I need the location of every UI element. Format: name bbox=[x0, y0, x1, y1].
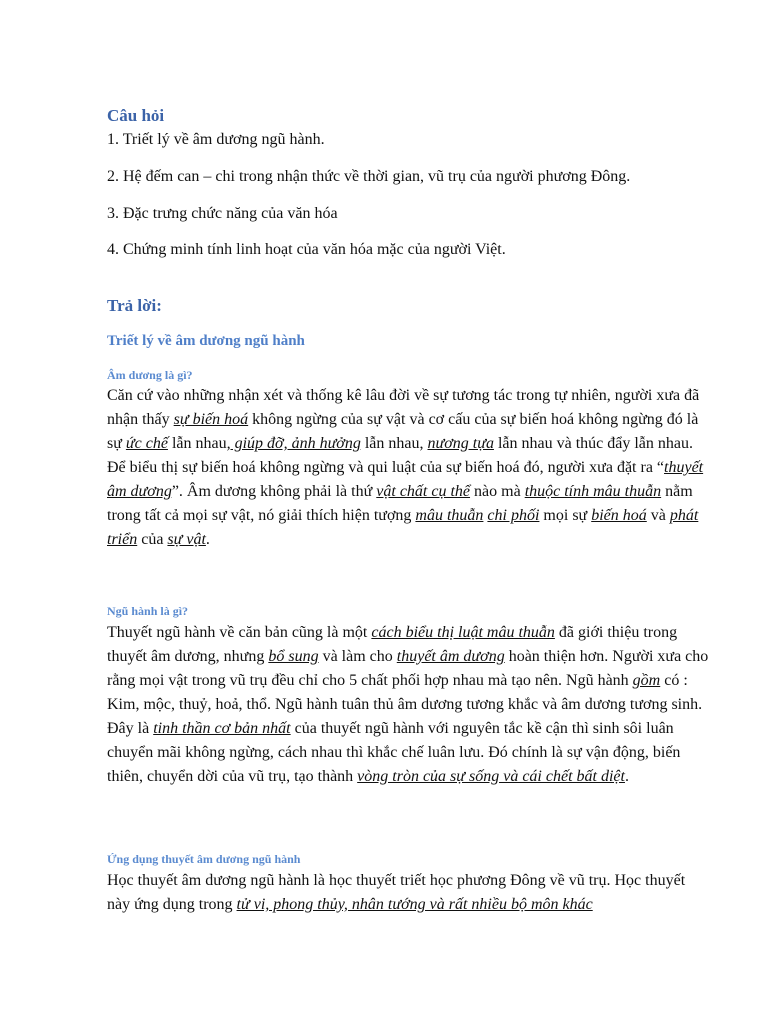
text-run: đã giới thiệu trong thuyết âm dương, nhưng bbox=[107, 624, 678, 665]
emphasis-run: tử vi, phong thủy, nhân tướng và rất nhiều bộ môn khác bbox=[236, 896, 593, 913]
question-2: 2. Hệ đếm can – chi trong nhận thức về thời gian, vũ trụ của người phương Đông. bbox=[107, 168, 631, 185]
emphasis-run: sự biến hoá bbox=[173, 411, 249, 428]
yin-yang-paragraph bbox=[107, 384, 712, 552]
text-run: không ngừng của sự vật và cơ cấu của sự biến hoá không ngừng đó là sự bbox=[107, 411, 699, 452]
text-run: nào mà bbox=[470, 483, 525, 500]
emphasis-run: mâu thuẫn bbox=[415, 507, 484, 524]
text-run: ”. Âm dương không phải là thứ bbox=[171, 483, 377, 500]
text-run: lẫn nhau bbox=[167, 435, 227, 452]
text-run: nằm trong tất cả mọi sự vật, nó giải thích hiện tượng bbox=[107, 483, 693, 524]
text-run: . bbox=[205, 531, 210, 548]
emphasis-run: sự vật bbox=[167, 531, 206, 548]
answers-heading: Trả lời: bbox=[107, 296, 162, 315]
text-run: có : Kim, mộc, thuỷ, hoả, thổ. Ngũ hành tuân thủ âm dương tương khắc và âm dương tương sinh. Đây là bbox=[107, 672, 703, 737]
text-run: hoàn thiện hơn. Người xưa cho rằng mọi vật trong vũ trụ đều chỉ cho 5 chất phối hợp nhau mà tạo nên. Ngũ hành bbox=[107, 648, 709, 689]
questions-heading: Câu hỏi bbox=[107, 106, 165, 125]
emphasis-run: biến hoá bbox=[591, 507, 647, 524]
application-paragraph bbox=[107, 869, 712, 917]
emphasis-run: nương tựa bbox=[427, 435, 494, 452]
emphasis-run: thuyết âm dương bbox=[396, 648, 505, 665]
text-run: Căn cứ vào những nhận xét và thống kê lâu đời về sự tương tác trong tự nhiên, người xưa đã nhận thấy bbox=[107, 387, 700, 428]
emphasis-run: vật chất cụ thể bbox=[376, 483, 471, 500]
text-run: và bbox=[646, 507, 670, 524]
yin-yang-heading: Âm dương là gì? bbox=[107, 368, 193, 382]
text-run: lẫn nhau, bbox=[360, 435, 428, 452]
question-4: 4. Chứng minh tính linh hoạt của văn hóa mặc của người Việt. bbox=[107, 241, 506, 258]
emphasis-run: tinh thần cơ bản nhất bbox=[153, 720, 291, 737]
emphasis-run: gồm bbox=[632, 672, 661, 689]
emphasis-run: vòng tròn của sự sống và cái chết bất diệt bbox=[357, 768, 625, 785]
application-heading: Ứng dụng thuyết âm dương ngũ hành bbox=[107, 852, 301, 866]
text-run: Thuyết ngũ hành về căn bản cũng là một bbox=[107, 624, 372, 641]
text-run: Học thuyết âm dương ngũ hành là học thuyết triết học phương Đông về vũ trụ. Học thuyết này ứng dụng trong bbox=[107, 872, 686, 913]
emphasis-run: thuộc tính mâu thuẫn bbox=[524, 483, 662, 500]
five-elements-heading: Ngũ hành là gì? bbox=[107, 604, 189, 618]
question-1: 1. Triết lý về âm dương ngũ hành. bbox=[107, 131, 325, 148]
five-elements-paragraph bbox=[107, 621, 712, 789]
text-run: . bbox=[624, 768, 629, 785]
emphasis-run: chi phối bbox=[487, 507, 540, 524]
emphasis-run: phát triển bbox=[107, 507, 699, 548]
emphasis-run: ức chế bbox=[125, 435, 168, 452]
text-run: của thuyết ngũ hành với nguyên tắc kề cận thì sinh sôi luân chuyển mãi không ngừng, cách nhau thì khắc chế luân lưu. Đó chính là sự vận động, biến thiên, chuyển dời của vũ trụ, tạo thành bbox=[107, 720, 681, 785]
section-title: Triết lý về âm dương ngũ hành bbox=[107, 333, 305, 349]
question-3: 3. Đặc trưng chức năng của văn hóa bbox=[107, 205, 338, 222]
emphasis-run: thuyết âm dương bbox=[107, 459, 704, 500]
text-run: của bbox=[137, 531, 168, 548]
text-run: mọi sự bbox=[539, 507, 592, 524]
emphasis-run: , giúp đỡ, ảnh hưởng bbox=[226, 435, 361, 452]
emphasis-run: cách biểu thị luật mâu thuẫn bbox=[371, 624, 555, 641]
text-run: lẫn nhau và thúc đẩy lẫn nhau. Để biểu thị sự biến hoá không ngừng và qui luật của sự biến hoá đó, người xưa đặt ra “ bbox=[107, 435, 693, 476]
text-run: và làm cho bbox=[318, 648, 397, 665]
emphasis-run: bổ sung bbox=[268, 648, 319, 665]
